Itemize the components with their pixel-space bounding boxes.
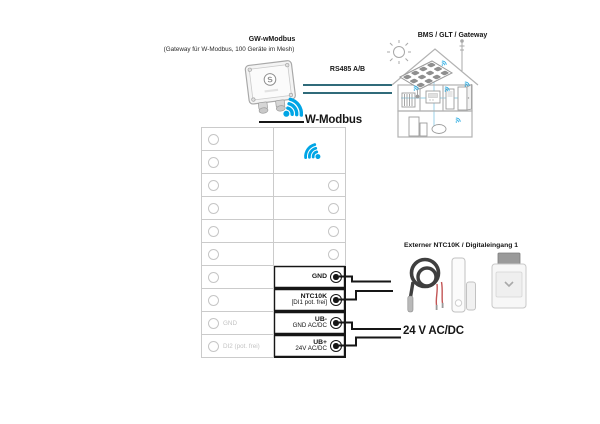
rs485-line-a bbox=[303, 84, 392, 86]
wmodbus-radio-cell bbox=[274, 128, 346, 174]
terminal-row-left-gnd bbox=[202, 312, 274, 335]
terminal-block bbox=[201, 127, 346, 358]
screw-terminal-icon bbox=[330, 340, 342, 352]
pin-circle-icon bbox=[208, 203, 219, 214]
cabinet-icon bbox=[446, 89, 454, 109]
terminal-sublabel: 24V AC/DC bbox=[295, 345, 327, 353]
door-contact-image bbox=[452, 258, 476, 312]
gateway-subtitle: (Gateway für W-Modbus, 100 Geräte im Mesh) bbox=[163, 46, 295, 53]
terminal-cell-ub-minus bbox=[274, 312, 346, 335]
terminal-row-left bbox=[202, 220, 274, 243]
terminal-cell-ntc10k bbox=[274, 289, 346, 312]
antenna-icon bbox=[460, 40, 465, 71]
power-label: 24 V AC/DC bbox=[403, 325, 464, 337]
wire-ntc10k bbox=[339, 291, 393, 300]
rs485-line-b bbox=[303, 92, 392, 94]
pin-circle-icon bbox=[328, 180, 339, 191]
sensor-images bbox=[399, 252, 534, 322]
terminal-row-left bbox=[202, 151, 274, 174]
pin-circle-icon bbox=[208, 180, 219, 191]
terminal-label: GND bbox=[311, 273, 327, 281]
terminal-row-right bbox=[274, 197, 346, 220]
pin-circle-icon bbox=[328, 226, 339, 237]
pin-label: DI2 (pot. frei) bbox=[223, 342, 260, 350]
pin-circle-icon bbox=[208, 295, 219, 306]
wifi-icon bbox=[290, 131, 329, 170]
wire-ub-minus bbox=[339, 323, 401, 330]
building-illustration bbox=[383, 37, 483, 139]
s-logo-letter: S bbox=[266, 74, 274, 85]
terminal-row-left bbox=[202, 128, 274, 151]
pin-circle-icon bbox=[208, 226, 219, 237]
controller-icon bbox=[426, 91, 440, 103]
terminal-cell-ub-plus bbox=[274, 335, 346, 358]
wire-ub-plus bbox=[339, 338, 401, 346]
wire-gnd bbox=[339, 277, 391, 282]
pin-label: GND bbox=[223, 319, 237, 327]
furniture-icons bbox=[409, 117, 446, 136]
terminal-row-right bbox=[274, 174, 346, 197]
terminal-cell-gnd bbox=[274, 266, 346, 289]
pin-circle-icon bbox=[208, 249, 219, 260]
screw-terminal-icon bbox=[330, 317, 342, 329]
terminal-sublabel: GND AC/DC bbox=[292, 322, 327, 330]
terminal-sublabel: [DI1 pot. frei] bbox=[291, 299, 327, 307]
terminal-row-left bbox=[202, 197, 274, 220]
pin-circle-icon bbox=[208, 272, 219, 283]
wmodbus-label: W-Modbus bbox=[305, 114, 362, 126]
terminal-row-left bbox=[202, 289, 274, 312]
external-input-label: Externer NTC10K / Digitaleingang 1 bbox=[404, 242, 519, 249]
terminal-label: NTC10K bbox=[300, 292, 327, 300]
screw-terminal-icon bbox=[330, 294, 342, 306]
wmodbus-leader-line bbox=[259, 121, 304, 123]
gateway-title: GW-wModbus bbox=[248, 36, 296, 43]
rs485-label: RS485 A/B bbox=[329, 66, 366, 73]
bms-glt-gateway-label: BMS / GLT / Gateway bbox=[417, 32, 488, 39]
terminal-row-left bbox=[202, 243, 274, 266]
terminal-label: UB+ bbox=[313, 338, 327, 346]
pin-circle-icon bbox=[208, 318, 219, 329]
pin-circle-icon bbox=[208, 341, 219, 352]
sun-icon bbox=[387, 40, 411, 64]
ntc-cable-sensor-image bbox=[408, 260, 444, 313]
door-icon bbox=[458, 85, 472, 111]
screw-terminal-icon bbox=[330, 271, 342, 283]
terminal-row-left bbox=[202, 174, 274, 197]
terminal-row-right bbox=[274, 243, 346, 266]
pin-circle-icon bbox=[328, 203, 339, 214]
terminal-row-left bbox=[202, 266, 274, 289]
pin-circle-icon bbox=[208, 134, 219, 145]
key-card-switch-image bbox=[492, 253, 526, 308]
terminal-row-right bbox=[274, 220, 346, 243]
terminal-label: UB- bbox=[314, 315, 327, 323]
pin-circle-icon bbox=[328, 249, 339, 260]
pin-circle-icon bbox=[208, 157, 219, 168]
terminal-row-left-di2 bbox=[202, 335, 274, 358]
